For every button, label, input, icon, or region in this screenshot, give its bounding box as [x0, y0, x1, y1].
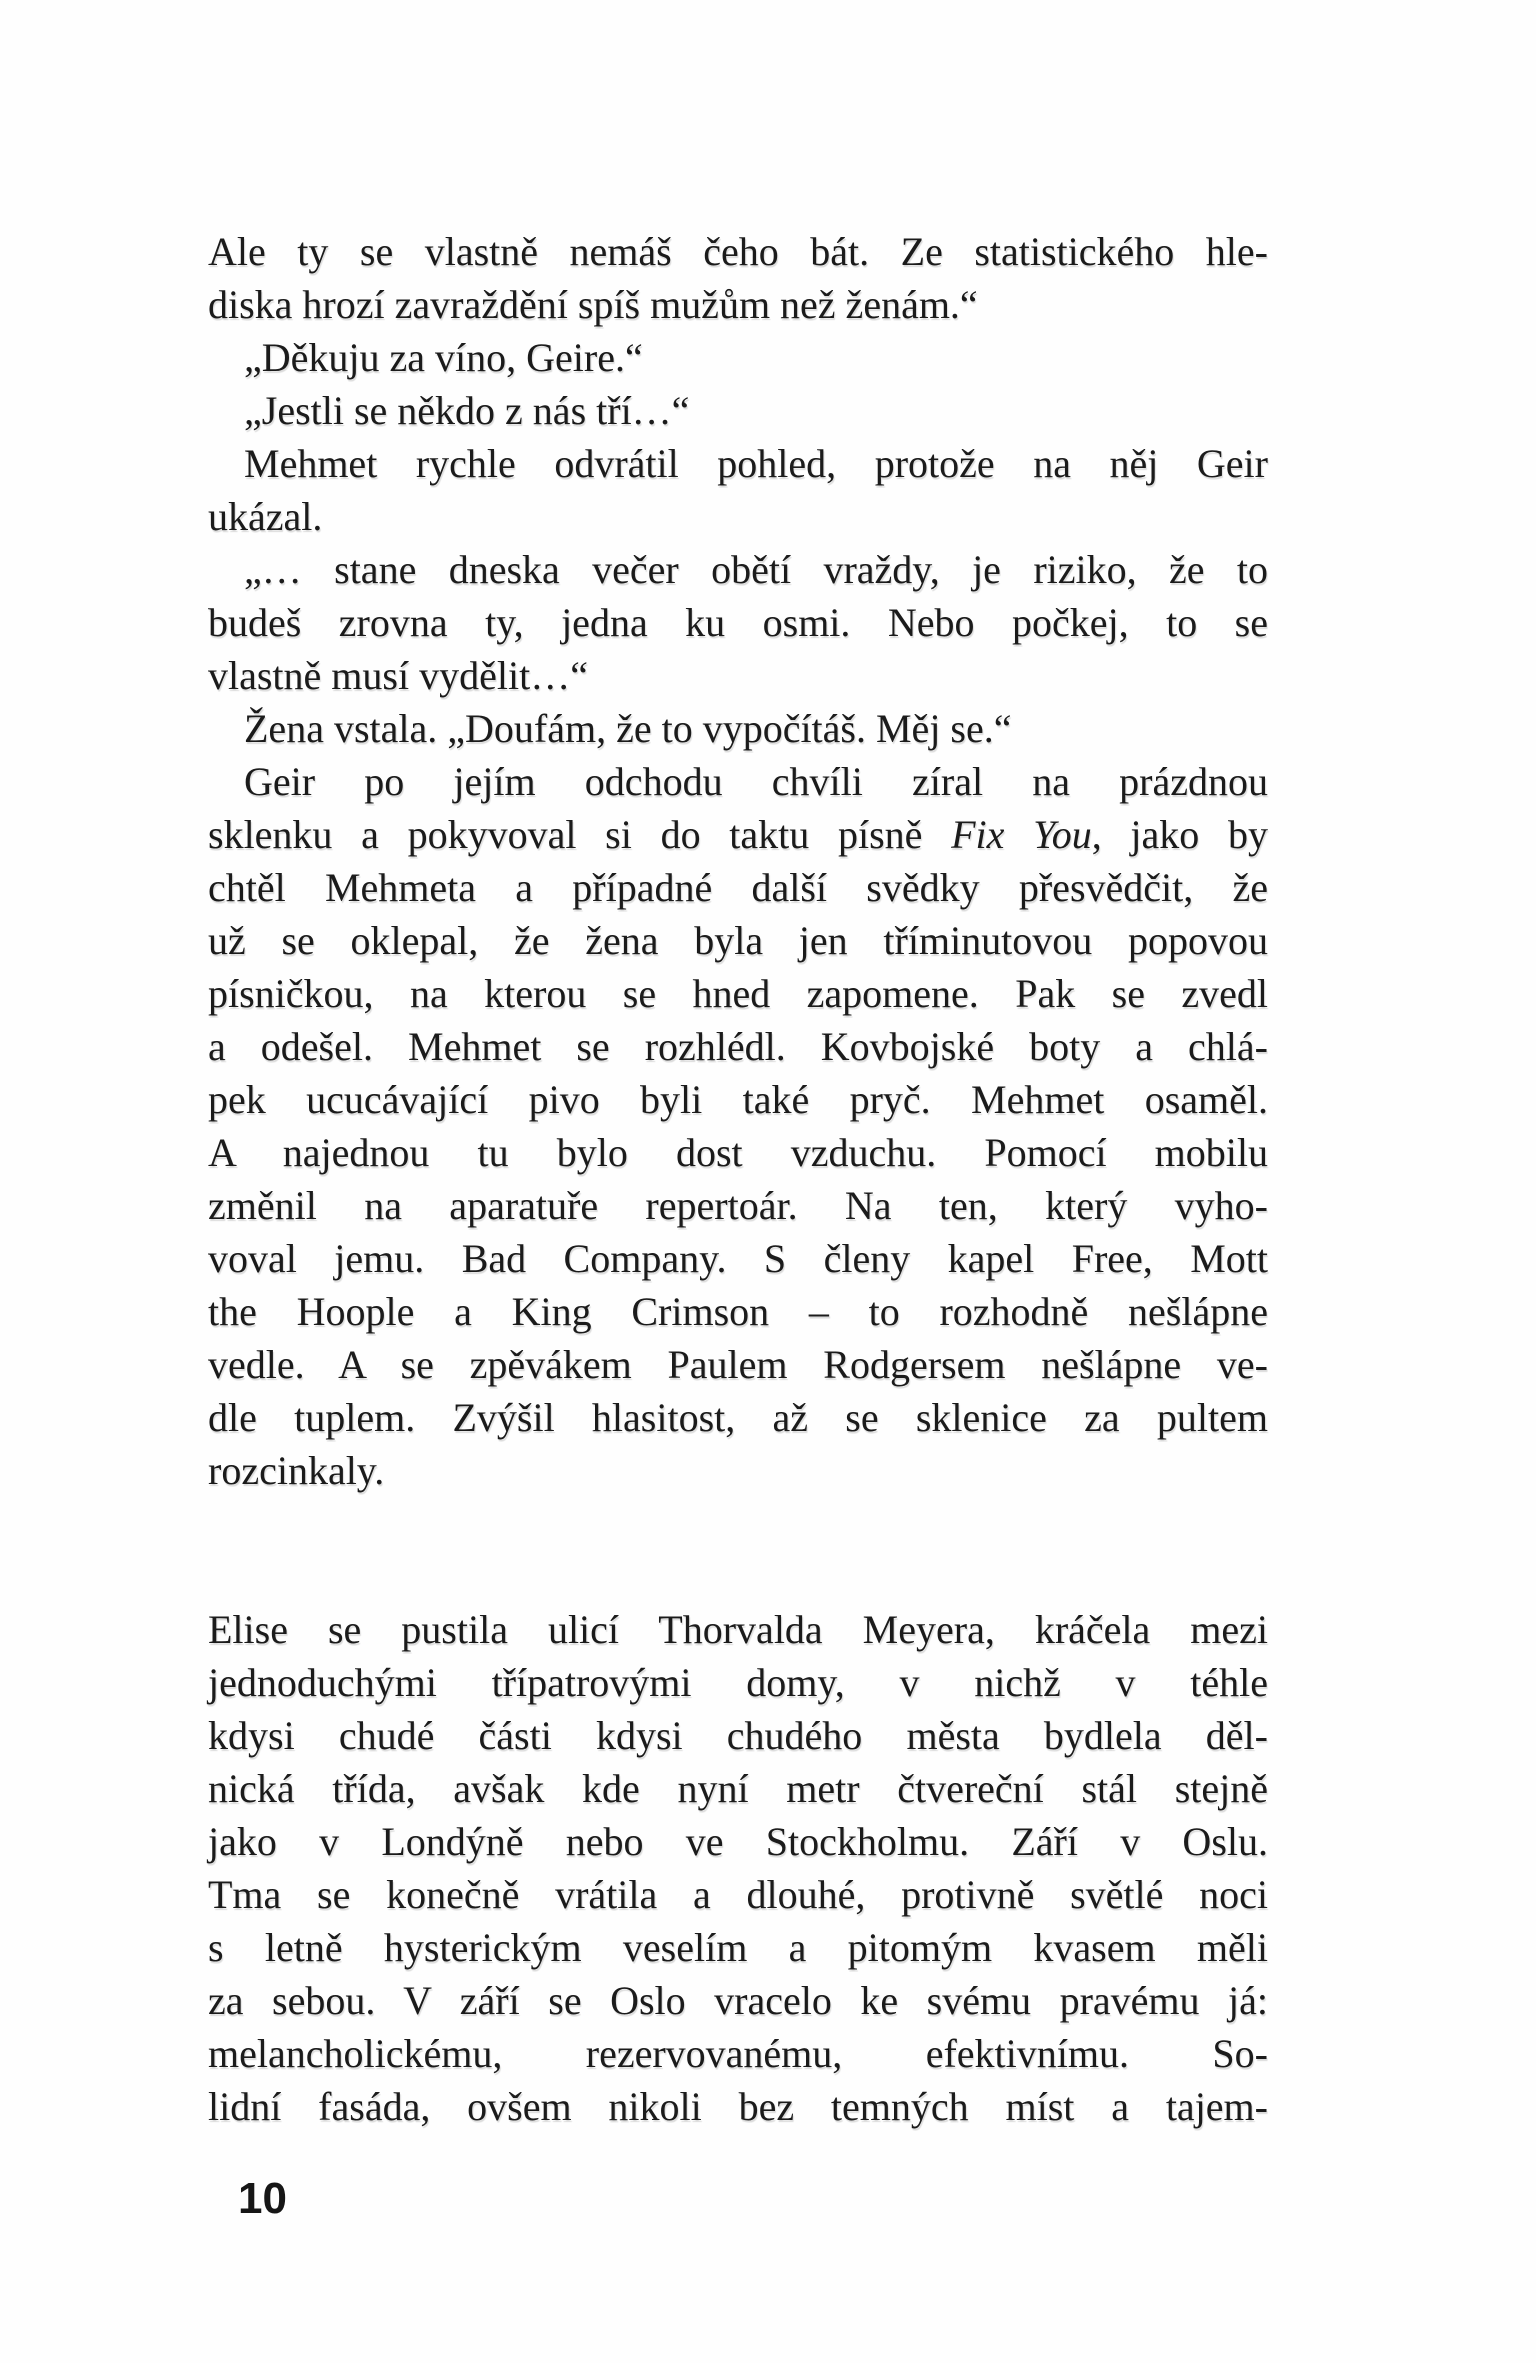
page-number: 10	[238, 2174, 287, 2223]
text-line	[208, 967, 1268, 1020]
text-line	[208, 543, 1268, 596]
text-line	[208, 2027, 1268, 2080]
text-segment: melancholickému, rezervovanému, efektivnímu. So-	[208, 2031, 1268, 2076]
text-line	[208, 1338, 1268, 1391]
text-segment: „Děkuju za víno, Geire.“	[244, 335, 643, 380]
text-segment: jednoduchými třípatrovými domy, v nichž v téhle	[208, 1660, 1268, 1705]
text-segment: rozcinkaly.	[208, 1448, 385, 1493]
text-line	[208, 1762, 1268, 1815]
text-segment: , jako by	[1091, 812, 1269, 857]
text-line	[208, 1656, 1268, 1709]
text-segment: the Hoople a King Crimson – to rozhodně nešlápne	[208, 1289, 1268, 1334]
text-segment: Tma se konečně vrátila a dlouhé, protivně světlé noci	[208, 1872, 1268, 1917]
text-line	[208, 1232, 1268, 1285]
text-line	[208, 755, 1268, 808]
text-line	[208, 914, 1268, 967]
text-line	[208, 1921, 1268, 1974]
text-segment: diska hrozí zavraždění spíš mužům než ženám.“	[208, 282, 978, 327]
text-line	[208, 649, 1268, 702]
text-segment: Elise se pustila ulicí Thorvalda Meyera, kráčela mezi	[208, 1607, 1268, 1652]
text-line	[208, 1073, 1268, 1126]
text-segment: „Jestli se někdo z nás tří…“	[244, 388, 690, 433]
text-line	[208, 1020, 1268, 1073]
text-segment: „… stane dneska večer obětí vraždy, je riziko, že to	[244, 547, 1268, 592]
text-segment: Ale ty se vlastně nemáš čeho bát. Ze statistického hle-	[208, 229, 1268, 274]
text-line	[208, 1391, 1268, 1444]
text-segment: Geir po jejím odchodu chvíli zíral na prázdnou	[244, 759, 1268, 804]
text-line	[208, 1603, 1268, 1656]
text-segment: za sebou. V září se Oslo vracelo ke svému pravému já:	[208, 1978, 1268, 2023]
text-line	[208, 331, 1268, 384]
text-line	[208, 278, 1268, 331]
text-line	[208, 1974, 1268, 2027]
text-segment: Mehmet rychle odvrátil pohled, protože na něj Geir	[244, 441, 1268, 486]
text-line	[208, 2080, 1268, 2133]
text-line	[208, 1179, 1268, 1232]
text-segment: písničkou, na kterou se hned zapomene. Pak se zvedl	[208, 971, 1268, 1016]
text-segment: jako v Londýně nebo ve Stockholmu. Září v Oslu.	[208, 1819, 1268, 1864]
text-line	[208, 596, 1268, 649]
text-segment: nická třída, avšak kde nyní metr čtvereční stál stejně	[208, 1766, 1268, 1811]
text-segment: dle tuplem. Zvýšil hlasitost, až se sklenice za pultem	[208, 1395, 1268, 1440]
text-segment: A najednou tu bylo dost vzduchu. Pomocí mobilu	[208, 1130, 1268, 1175]
text-segment: ukázal.	[208, 494, 323, 539]
text-segment: už se oklepal, že žena byla jen tříminutovou popovou	[208, 918, 1268, 963]
text-line	[208, 1285, 1268, 1338]
text-line	[208, 437, 1268, 490]
text-segment: s letně hysterickým veselím a pitomým kvasem měli	[208, 1925, 1268, 1970]
text-segment: vlastně musí vydělit…“	[208, 653, 588, 698]
page-text	[208, 225, 1268, 2133]
text-segment: sklenku a pokyvoval si do taktu písně	[208, 812, 952, 857]
italic-song-title: Fix You	[951, 812, 1092, 857]
text-line	[208, 1709, 1268, 1762]
text-line	[208, 1126, 1268, 1179]
text-segment: chtěl Mehmeta a případné další svědky přesvědčit, že	[208, 865, 1268, 910]
text-line	[208, 702, 1268, 755]
text-line	[208, 1815, 1268, 1868]
text-segment: budeš zrovna ty, jedna ku osmi. Nebo počkej, to se	[208, 600, 1268, 645]
text-line	[208, 1868, 1268, 1921]
text-line	[208, 808, 1268, 861]
text-line	[208, 861, 1268, 914]
text-segment: Žena vstala. „Doufám, že to vypočítáš. Měj se.“	[244, 706, 1012, 751]
text-segment: vedle. A se zpěvákem Paulem Rodgersem nešlápne ve-	[208, 1342, 1268, 1387]
text-segment: voval jemu. Bad Company. S členy kapel Free, Mott	[208, 1236, 1268, 1281]
text-segment: kdysi chudé části kdysi chudého města bydlela děl-	[208, 1713, 1268, 1758]
text-segment: pek ucucávající pivo byli také pryč. Mehmet osaměl.	[208, 1077, 1268, 1122]
text-line	[208, 1444, 1268, 1497]
text-line	[208, 225, 1268, 278]
text-segment: změnil na aparatuře repertoár. Na ten, který vyho-	[208, 1183, 1268, 1228]
text-segment: a odešel. Mehmet se rozhlédl. Kovbojské boty a chlá-	[208, 1024, 1268, 1069]
text-segment: lidní fasáda, ovšem nikoli bez temných míst a tajem-	[208, 2084, 1268, 2129]
text-line	[208, 384, 1268, 437]
text-line	[208, 490, 1268, 543]
